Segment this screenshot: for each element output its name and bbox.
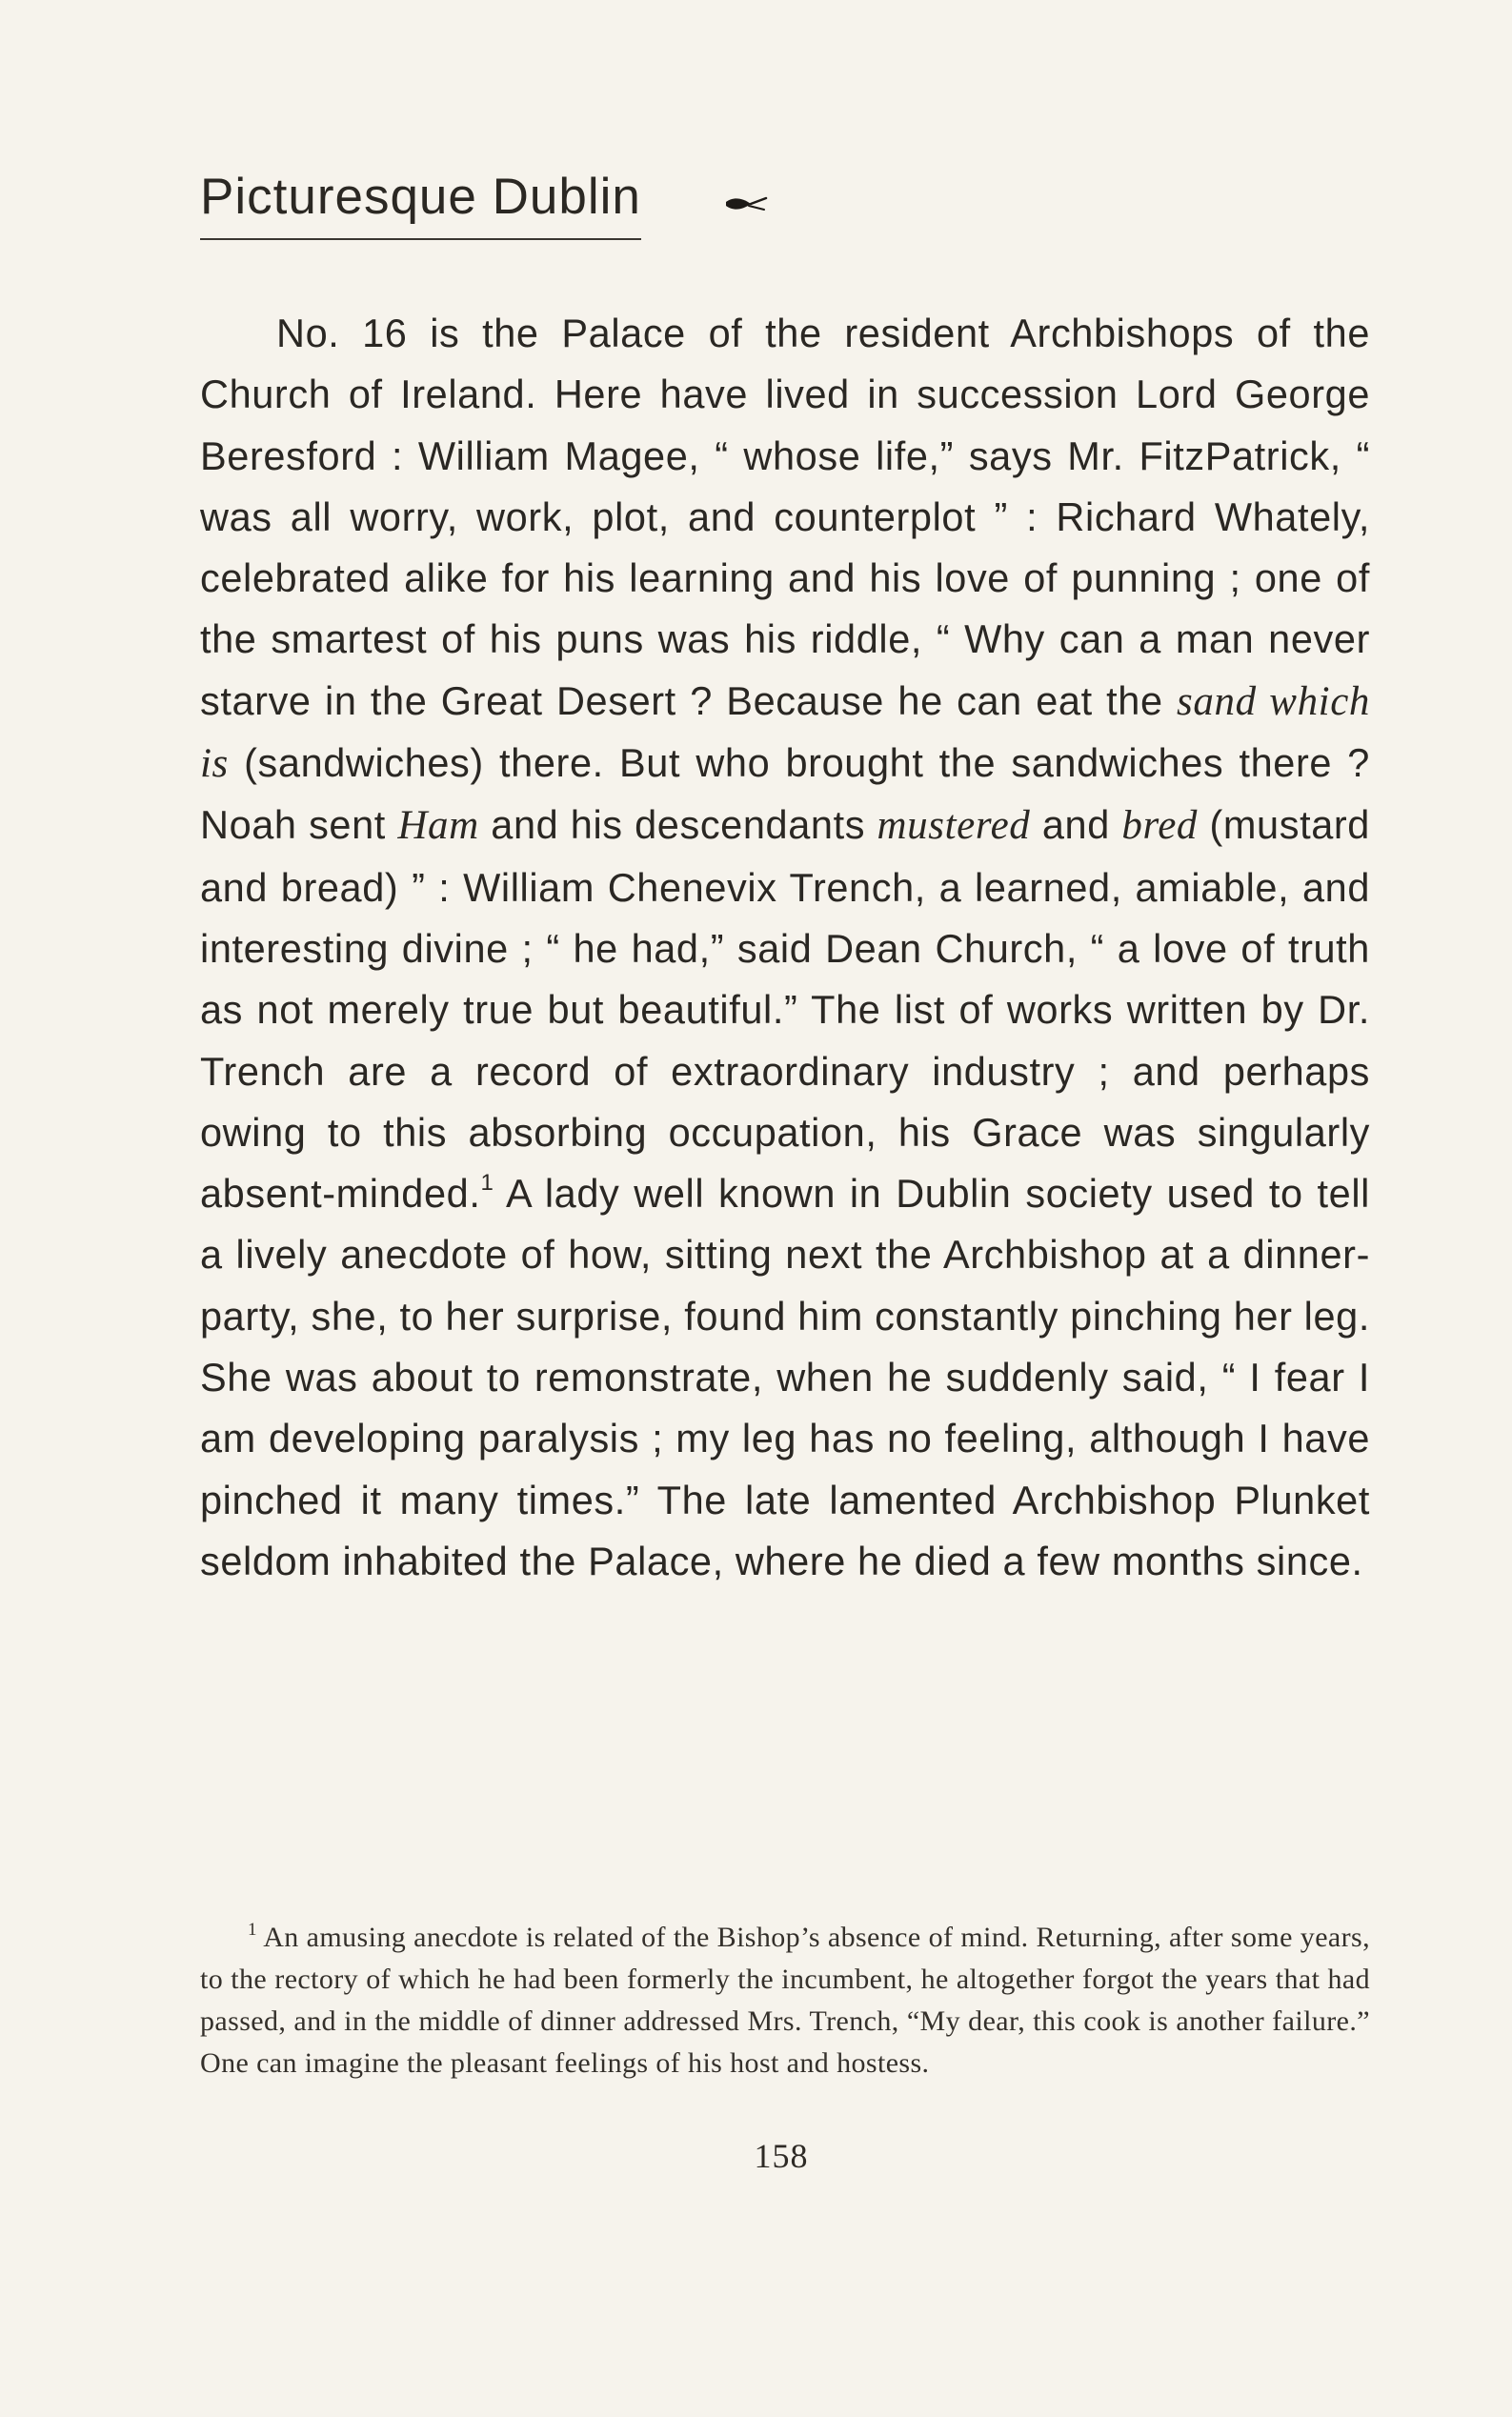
italic-mustered: mustered	[877, 803, 1031, 849]
footnote-reference: 1	[480, 1170, 494, 1197]
italic-bred: bred	[1121, 803, 1198, 849]
body-text-6: A lady well known in Dublin society used to tell a lively anecdote of how, sitting next the Archbishop at a dinner-party, she, to her surprise, found him constantly pinching her leg. She was about to remonstrate, when he suddenly said, “ I fear I am developing paralysis ; my leg has no feeling, although I have pinched it many times.” The late lamented Archbishop Plunket seldom inhabited the Palace, where he died a few months since.	[200, 1171, 1370, 1583]
body-text-1: No. 16 is the Palace of the resident Archbishops of the Church of Ireland. Here have lived in succession Lord George Beresford : William Magee, “ whose life,” says Mr. FitzPatrick, “ was all worry, work, plot, and counterplot ” : Richard Whately, celebrated alike for his learning and his love of punning ; one of the smartest of his puns was his riddle, “ Why can a man never starve in the Great Desert ? Because he can eat the	[200, 311, 1370, 723]
running-title: Picturesque Dublin	[200, 170, 641, 240]
body-text-4: and	[1030, 802, 1122, 848]
footnote	[200, 1917, 1370, 2085]
body-text-2: (sandwiches) there. But who brought the sandwiches there ? Noah sent	[200, 740, 1370, 848]
running-header	[200, 170, 772, 246]
page-number: 158	[754, 2137, 809, 2175]
body-text-3: and his descendants	[478, 802, 877, 848]
body-text-5: (mustard and bread) ” : William Chenevix Trench, a learned, amiable, and interesting divine ; “ he had,” said Dean Church, “ a love of truth as not merely true but beautiful.” The list of works written by Dr. Trench are a record of extraordinary industry ; and perhaps owing to this absorbing occupation, his Grace was singularly absent-minded.	[200, 802, 1370, 1217]
footnote-text: An amusing anecdote is related of the Bishop’s absence of mind. Returning, after some years, to the rectory of which he had been formerly the incumbent, he altogether forgot the years that had passed, and in the middle of dinner addressed Mrs. Trench, “My dear, this cook is another failure.” One can imagine the pleasant feelings of his host and hostess.	[200, 1922, 1370, 2079]
body-paragraph	[200, 303, 1370, 1592]
footnote-mark: 1	[248, 1920, 257, 1940]
pointing-hand-icon	[722, 191, 770, 219]
italic-ham: Ham	[397, 803, 479, 849]
italic-sand-which-is: sand which is	[200, 678, 1370, 787]
